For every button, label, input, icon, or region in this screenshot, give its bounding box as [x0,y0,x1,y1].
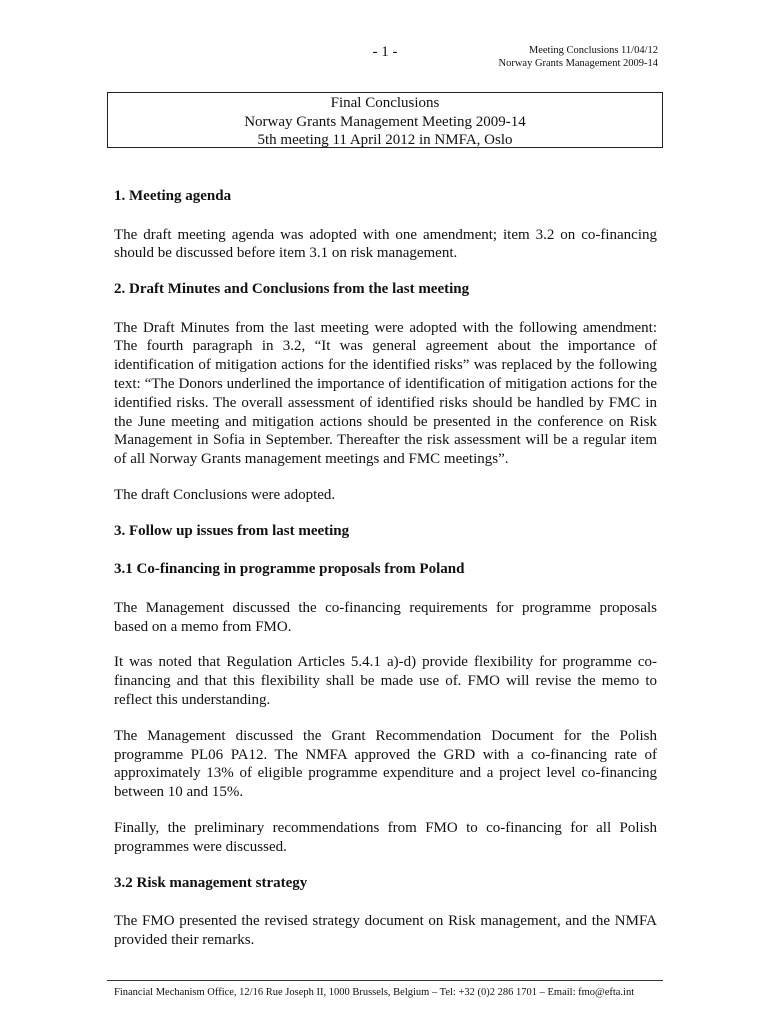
running-header-title: Meeting Conclusions 11/04/12 [528,45,658,56]
subsection-heading: 3.2 Risk management strategy [114,874,308,891]
subsection-heading: 3.1 Co-financing in programme proposals from Poland [114,561,465,578]
paragraph: The Management discussed the co-financing requirements for programme proposals based on a memo from FMO. [114,599,657,635]
document-title: Final Conclusions [330,95,440,111]
running-header [499,44,659,70]
paragraph: The Draft Minutes from the last meeting were adopted with the following amendment: The fourth paragraph in 3.2, “It was general agreement about the importance of identification of mitigation actions for the identified risks” was replaced by the following text: “The Donors underlined the importance of identification of mitigation actions for the identified risks. The overall assessment of identified risks should be handled by FMC in the June meeting and mitigation actions should be presented in the conference on Risk Management in Sofia in September. Thereafter the risk assessment will be a regular item of all Norway Grants management meetings and FMC meetings”. [114,319,657,468]
meeting-date-location: 5th meeting 11 April 2012 in NMFA, Oslo [257,132,513,148]
document-body [114,187,657,967]
paragraph: The FMO presented the revised strategy document on Risk management, and the NMFA provided their remarks. [114,913,657,948]
paragraph: The draft Conclusions were adopted. [114,486,336,503]
paragraph: The Management discussed the Grant Recommendation Document for the Polish programme PL06 PA12. The NMFA approved the GRD with a co-financing rate of approximately 13% of eligible programme expenditure and a project level co-financing between 10 and 15%. [114,727,657,801]
footer-address: Financial Mechanism Office, 12/16 Rue Joseph II, 1000 Brussels, Belgium – Tel: +32 (0)2 286 1701 – Email: fmo@efta.int [114,987,635,998]
meeting-name: Norway Grants Management Meeting 2009-14 [244,113,526,130]
section-heading: 2. Draft Minutes and Conclusions from the last meeting [114,281,470,298]
section-heading: 1. Meeting agenda [114,188,232,204]
running-header-subtitle: Norway Grants Management 2009-14 [498,58,658,69]
section-heading: 3. Follow up issues from last meeting [114,522,350,539]
footer-divider [107,980,663,981]
paragraph: It was noted that Regulation Articles 5.4.1 a)-d) provide flexibility for programme co-financing and that this flexibility shall be made use of. FMO will revise the memo to reflect this understanding. [114,654,657,708]
title-box [107,92,663,148]
paragraph: Finally, the preliminary recommendations from FMO to co-financing for all Polish programmes were discussed. [114,819,657,855]
page-number: - 1 - [372,44,398,60]
paragraph: The draft meeting agenda was adopted with one amendment; item 3.2 on co-financing should be discussed before item 3.1 on risk management. [114,226,657,262]
